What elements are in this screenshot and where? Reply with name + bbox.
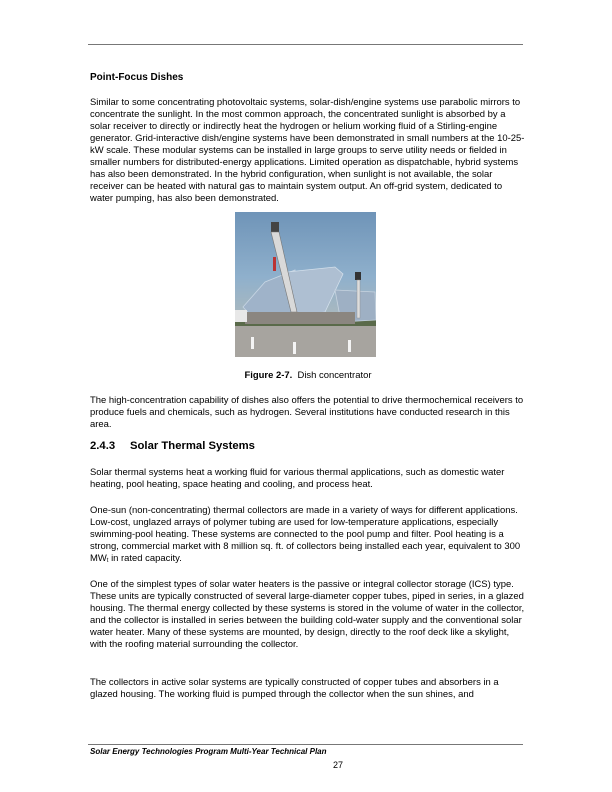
figure-caption-text: Dish concentrator — [297, 370, 372, 381]
paragraph: The high-concentration capability of dishes also offers the potential to drive thermochemical receivers to produce fuels and chemicals, such as hydrogen. Several institutions have conducted research in this area. — [90, 395, 524, 430]
header-rule — [88, 44, 523, 45]
dish-concentrator-photo — [235, 212, 376, 357]
paragraph — [90, 505, 526, 567]
figure-caption — [90, 370, 526, 381]
paragraph: Solar thermal systems heat a working fluid for various thermal applications, such as domestic water heating, pool heating, space heating and cooling, and process heat. — [90, 467, 505, 490]
footer-rule — [88, 744, 523, 745]
paragraph: The collectors in active solar systems are typically constructed of copper tubes and absorbers in a glazed housing. The working fluid is pumped through the collector when the sun shines, and — [90, 677, 499, 700]
page-number: 27 — [333, 760, 344, 770]
section-number: 2.4.3 — [90, 440, 116, 452]
paragraph: Similar to some concentrating photovoltaic systems, solar-dish/engine systems use parabolic mirrors to concentrate the sunlight. In the most common approach, the concentrated sunlight is absorbed by a solar receiver to directly or indirectly heat the hydrogen or helium working fluid of a Stirling-engine generator. Grid-interactive dish/engine systems have been demonstrated in small numbers at the 10-25-kW scale. These modular systems can be installed in large groups to serve utility needs or fielded in smaller numbers for distributed-energy applications. Limited operation as dispatchable, hybrid systems has also been demonstrated. In the hybrid configuration, when sunlight is not available, the solar receiver can be heated with natural gas to maintain system output. An off-grid system, dedicated to water pumping, has also been demonstrated. — [90, 97, 525, 204]
footer-title: Solar Energy Technologies Program Multi-Year Technical Plan — [90, 747, 327, 756]
figure-label: Figure 2-7. — [244, 370, 293, 381]
paragraph: One of the simplest types of solar water heaters is the passive or integral collector storage (ICS) type. These units are typically constructed of several large-diameter copper tubes, piped in series, in a glazed housing. The thermal energy collected by these systems is stored in the volume of water in the collector, and the collector is installed in series between the building cold-water supply and the conventional solar water heater. Many of these systems are mounted, by design, directly to the roof deck like a skylight, with the roofing material surrounding the collector. — [90, 579, 525, 650]
section-heading — [90, 440, 255, 452]
paragraph-text: One-sun (non-concentrating) thermal collectors are made in a variety of ways for different applications. Low-cost, unglazed arrays of polymer tubing are used for low-temperature applications, especially swimming-pool heating. These systems are connected to the pool pump and filter. Pool heating is a strong, commercial market with 8 million sq. ft. of collectors being installed each year, equivalent to 300 MW — [90, 505, 521, 564]
subscript: t — [106, 558, 109, 564]
section-title: Solar Thermal Systems — [130, 440, 255, 452]
subheading: Point-Focus Dishes — [90, 72, 184, 83]
figure-image — [235, 212, 376, 357]
paragraph-text: in rated capacity. — [108, 553, 182, 564]
